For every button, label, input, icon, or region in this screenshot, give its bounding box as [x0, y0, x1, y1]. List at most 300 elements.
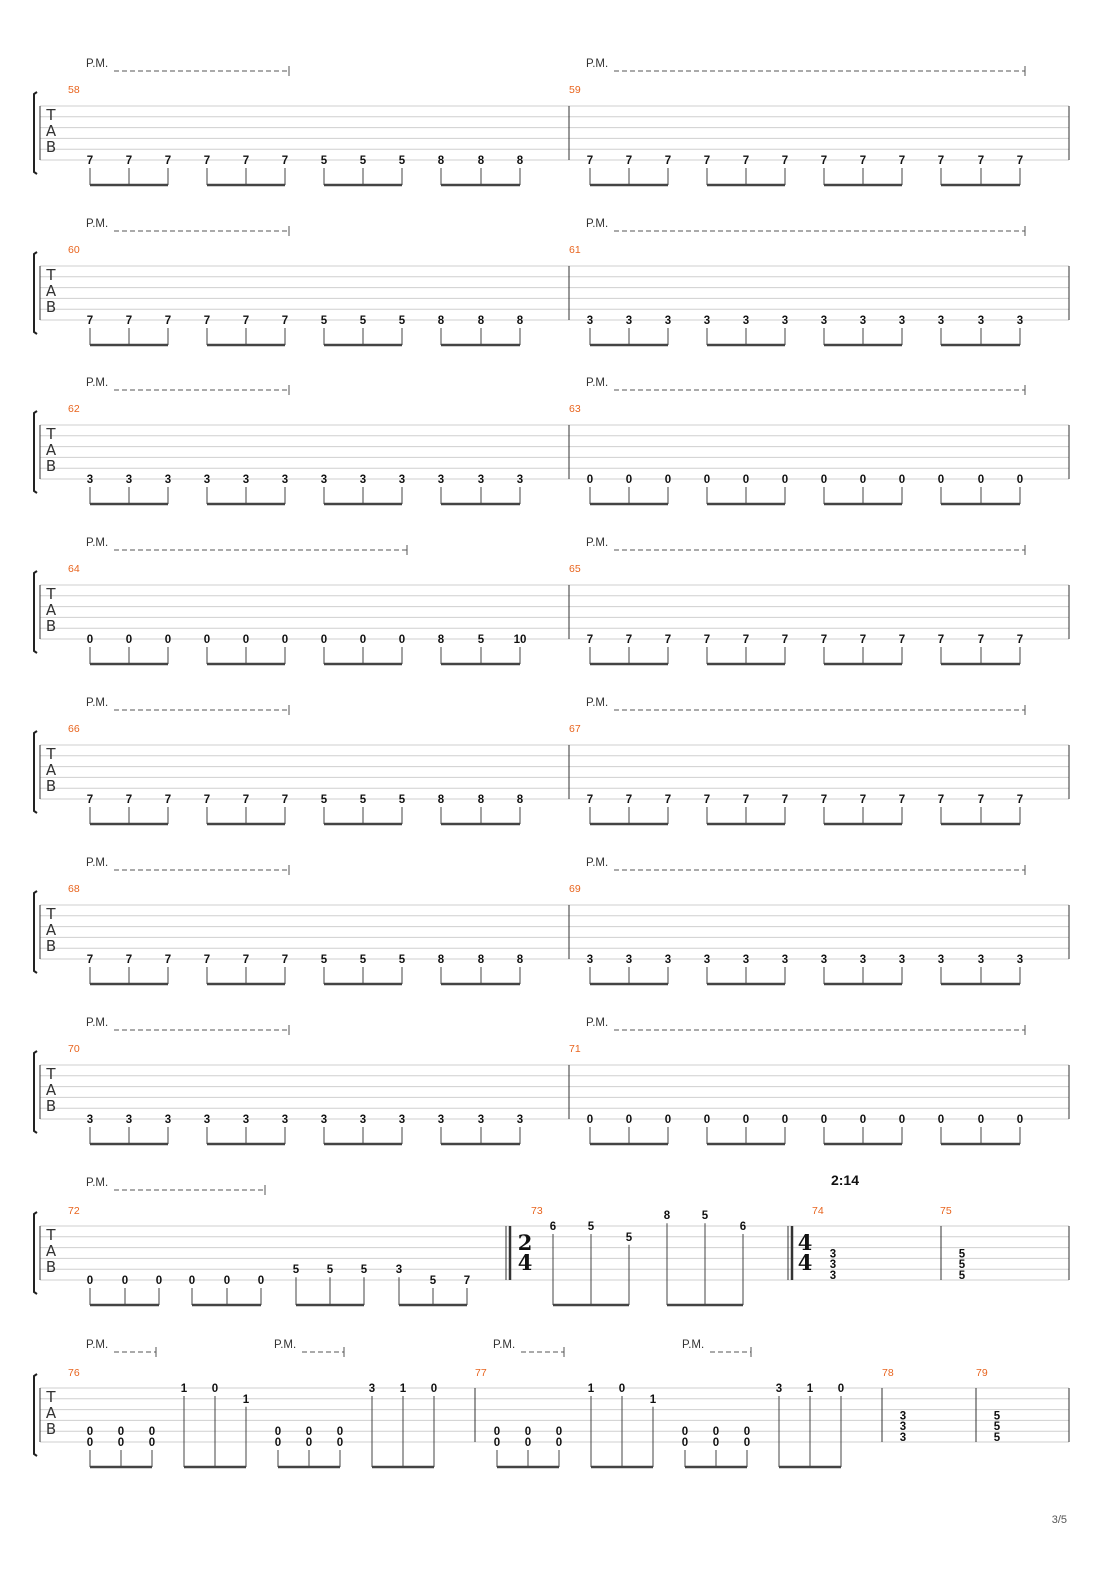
palm-mute-label: P.M.: [586, 1017, 609, 1029]
fret-number: 3: [703, 315, 711, 327]
fret-number: 7: [586, 155, 594, 167]
fret-number: 0: [977, 1114, 985, 1126]
fret-number: 7: [898, 634, 906, 646]
measure-number: 79: [976, 1367, 988, 1379]
tab-clef-letter: A: [45, 761, 57, 779]
fret-number: 0: [820, 1114, 828, 1126]
fret-number: 3: [775, 1383, 783, 1395]
beam-group: [494, 1426, 562, 1467]
tab-staff: [34, 731, 1069, 813]
fret-number: 0: [274, 1437, 282, 1449]
palm-mute-marker: [586, 218, 1025, 236]
fret-number: 7: [781, 794, 789, 806]
time-sig-bottom: 4: [797, 1250, 813, 1275]
fret-number: 3: [320, 474, 328, 486]
fret-number: 0: [203, 634, 211, 646]
measure-number: 67: [569, 723, 581, 735]
system-bracket: [34, 891, 37, 973]
measure-number: 58: [68, 84, 80, 96]
fret-number: 3: [359, 1114, 367, 1126]
palm-mute-label: P.M.: [274, 1339, 297, 1351]
fret-number: 7: [625, 634, 633, 646]
tab-clef: [45, 425, 56, 475]
tab-clef-letter: T: [46, 1065, 56, 1083]
beam-group: [293, 1264, 368, 1305]
fret-number: 7: [937, 634, 945, 646]
palm-mute-label: P.M.: [586, 218, 609, 230]
fret-number: 7: [242, 954, 250, 966]
fret-number: 5: [320, 315, 328, 327]
fret-number: 0: [937, 1114, 945, 1126]
fret-number: 0: [977, 474, 985, 486]
fret-number: 8: [516, 794, 524, 806]
fret-number: 8: [477, 954, 485, 966]
fret-number: 3: [859, 315, 867, 327]
palm-mute-label: P.M.: [682, 1339, 705, 1351]
fret-number: 6: [549, 1221, 557, 1233]
palm-mute-marker: [86, 697, 289, 715]
fret-number: 3: [742, 954, 750, 966]
fret-number: 5: [398, 315, 406, 327]
fret-number: 3: [437, 474, 445, 486]
fret-number: 0: [188, 1275, 196, 1287]
measure-number: 59: [569, 84, 581, 96]
fret-number: 5: [326, 1264, 334, 1277]
system-bracket: [34, 1051, 37, 1133]
fret-number: 3: [625, 315, 633, 327]
palm-mute-marker: [586, 377, 1025, 395]
measure-number: 63: [569, 403, 581, 415]
fret-number: 7: [281, 794, 289, 806]
fret-number: 0: [712, 1426, 720, 1439]
fret-number: 5: [993, 1432, 1001, 1444]
fret-number: 0: [125, 634, 133, 646]
fret-number: 0: [320, 634, 328, 646]
system-bracket: [34, 1374, 37, 1456]
fret-number: 0: [117, 1426, 125, 1439]
fret-number: 3: [829, 1248, 837, 1261]
palm-mute-label: P.M.: [86, 1177, 109, 1189]
palm-mute-label: P.M.: [586, 697, 609, 709]
fret-number: 1: [587, 1383, 595, 1395]
fret-number: 7: [1016, 794, 1024, 806]
fret-number: 8: [477, 315, 485, 327]
measure-number: 70: [68, 1043, 80, 1055]
fret-number: 0: [625, 474, 633, 486]
fret-number: 1: [242, 1393, 250, 1406]
fret-number: 7: [742, 634, 750, 646]
tab-clef-letter: A: [45, 122, 57, 140]
fret-number: 7: [203, 794, 211, 806]
fret-number: 0: [223, 1275, 231, 1287]
tab-clef: [45, 585, 56, 635]
time-sig-top: 4: [797, 1230, 813, 1255]
page-number: 3/5: [1051, 1514, 1067, 1526]
system-bracket: [34, 411, 37, 493]
fret-number: 7: [125, 954, 133, 966]
palm-mute-label: P.M.: [586, 58, 609, 70]
fret-number: 7: [742, 794, 750, 806]
palm-mute-marker: [86, 58, 289, 76]
fret-number: 8: [516, 954, 524, 966]
fret-number: 8: [437, 954, 445, 966]
fret-number: 7: [281, 954, 289, 966]
measure-number: 65: [569, 563, 581, 575]
fret-number: 3: [820, 954, 828, 966]
tab-clef-letter: A: [45, 1404, 57, 1422]
fret-number: 7: [898, 155, 906, 167]
measure-number: 62: [68, 403, 80, 415]
measure-number: 61: [569, 244, 581, 256]
tab-clef-letter: A: [45, 1081, 57, 1099]
fret-number: 5: [625, 1231, 633, 1244]
tab-clef-letter: B: [45, 1258, 57, 1276]
fret-number: 3: [516, 1114, 524, 1126]
fret-number: 7: [820, 794, 828, 806]
tab-clef: [45, 745, 56, 795]
palm-mute-marker: [493, 1339, 564, 1357]
fret-number: 7: [86, 315, 94, 327]
fret-number: 3: [477, 1114, 485, 1126]
fret-number: 0: [681, 1426, 689, 1439]
time-sig-top: 2: [517, 1230, 533, 1255]
palm-mute-marker: [86, 377, 289, 395]
fret-number: 0: [211, 1383, 219, 1395]
palm-mute-label: P.M.: [586, 537, 609, 549]
fret-number: 7: [1016, 155, 1024, 167]
fret-number: 3: [899, 1410, 907, 1423]
fret-number: 7: [242, 155, 250, 167]
fret-number: 5: [320, 794, 328, 806]
fret-number: 5: [398, 155, 406, 167]
tab-clef-letter: A: [45, 441, 57, 459]
fret-number: 0: [859, 1114, 867, 1126]
fret-number: 7: [125, 155, 133, 167]
fret-number: 0: [703, 1114, 711, 1126]
fret-number: 3: [125, 474, 133, 486]
fret-number: 7: [164, 155, 172, 167]
fret-number: 5: [292, 1264, 300, 1277]
fret-number: 0: [743, 1437, 751, 1449]
fret-number: 8: [516, 315, 524, 327]
fret-number: 0: [625, 1114, 633, 1126]
fret-number: 3: [359, 474, 367, 486]
system-bracket: [34, 1212, 37, 1294]
fret-number: 7: [125, 794, 133, 806]
fret-number: 0: [1016, 474, 1024, 486]
system-bracket: [34, 92, 37, 174]
fret-number: 5: [360, 1264, 368, 1277]
fret-number: 0: [742, 474, 750, 486]
fret-number: 5: [359, 155, 367, 167]
beam-group: [369, 1383, 437, 1467]
tab-clef: [45, 106, 56, 156]
fret-number: 3: [1016, 315, 1024, 327]
tab-staff: [34, 1051, 1069, 1133]
palm-mute-label: P.M.: [493, 1339, 516, 1351]
tab-clef-letter: B: [45, 457, 57, 475]
fret-number: 0: [117, 1437, 125, 1449]
fret-number: 7: [664, 155, 672, 167]
fret-number: 7: [164, 954, 172, 966]
fret-number: 0: [524, 1426, 532, 1439]
fret-number: 7: [703, 634, 711, 646]
fret-number: 3: [1016, 954, 1024, 966]
fret-number: 7: [86, 954, 94, 966]
fret-number: 5: [477, 634, 485, 646]
fret-number: 7: [820, 155, 828, 167]
fret-number: 1: [649, 1393, 657, 1406]
beam-group: [664, 1210, 746, 1305]
system-bracket: [34, 731, 37, 813]
fret-number: 3: [898, 315, 906, 327]
fret-number: 3: [899, 1421, 907, 1434]
measure-number: 66: [68, 723, 80, 735]
palm-mute-marker: [586, 1017, 1025, 1035]
tab-staff: [34, 571, 1069, 653]
fret-number: 7: [781, 155, 789, 167]
tab-clef-letter: A: [45, 282, 57, 300]
tab-clef-letter: B: [45, 777, 57, 795]
fret-number: 0: [1016, 1114, 1024, 1126]
fret-number: 0: [148, 1437, 156, 1449]
tab-clef-letter: T: [46, 266, 56, 284]
beam-group: [550, 1221, 633, 1305]
fret-number: 0: [664, 474, 672, 486]
fret-number: 0: [430, 1383, 438, 1395]
tab-staff: [34, 891, 1069, 973]
palm-mute-marker: [586, 537, 1025, 555]
measure-number: 77: [475, 1367, 487, 1379]
fret-number: 3: [516, 474, 524, 486]
fret-number: 0: [664, 1114, 672, 1126]
fret-number: 7: [742, 155, 750, 167]
tab-clef-letter: T: [46, 745, 56, 763]
measure-number: 72: [68, 1205, 80, 1217]
palm-mute-label: P.M.: [86, 218, 109, 230]
fret-number: 5: [958, 1259, 966, 1272]
fret-number: 0: [681, 1437, 689, 1449]
fret-number: 7: [203, 155, 211, 167]
tab-clef-letter: T: [46, 1388, 56, 1406]
fret-number: 8: [437, 315, 445, 327]
fret-number: 3: [977, 315, 985, 327]
fret-number: 7: [703, 794, 711, 806]
tab-clef-letter: T: [46, 425, 56, 443]
fret-number: 5: [958, 1270, 966, 1282]
fret-number: 0: [586, 1114, 594, 1126]
fret-number: 7: [242, 315, 250, 327]
fret-number: 0: [86, 634, 94, 646]
fret-number: 0: [121, 1275, 129, 1287]
fret-number: 7: [203, 315, 211, 327]
fret-number: 3: [899, 1432, 907, 1444]
fret-number: 7: [203, 954, 211, 966]
fret-number: 3: [937, 315, 945, 327]
fret-number: 3: [664, 954, 672, 966]
fret-number: 3: [781, 954, 789, 966]
fret-number: 5: [993, 1410, 1001, 1423]
tab-clef-letter: A: [45, 1242, 57, 1260]
fret-number: 7: [937, 155, 945, 167]
fret-number: 3: [398, 1114, 406, 1126]
palm-mute-label: P.M.: [86, 377, 109, 389]
palm-mute-label: P.M.: [86, 857, 109, 869]
fret-number: 3: [242, 474, 250, 486]
tab-clef-letter: A: [45, 601, 57, 619]
fret-number: 3: [664, 315, 672, 327]
fret-number: 7: [977, 155, 985, 167]
fret-number: 7: [463, 1275, 471, 1287]
fret-number: 3: [829, 1270, 837, 1282]
fret-number: 3: [937, 954, 945, 966]
fret-number: 8: [477, 155, 485, 167]
measure-number: 75: [940, 1205, 952, 1217]
fret-number: 3: [829, 1259, 837, 1272]
tab-staff: [34, 1374, 1069, 1456]
chord: [900, 1410, 906, 1444]
palm-mute-marker: [86, 1017, 289, 1035]
fret-number: 7: [898, 794, 906, 806]
tab-staff: [34, 411, 1069, 493]
palm-mute-marker: [274, 1339, 344, 1357]
fret-number: 0: [781, 1114, 789, 1126]
beam-group: [776, 1383, 844, 1467]
tab-clef: [45, 905, 56, 955]
palm-mute-label: P.M.: [86, 1339, 109, 1351]
palm-mute-label: P.M.: [586, 857, 609, 869]
tab-clef-letter: B: [45, 937, 57, 955]
fret-number: 3: [125, 1114, 133, 1126]
fret-number: 0: [586, 474, 594, 486]
palm-mute-marker: [86, 857, 289, 875]
fret-number: 0: [242, 634, 250, 646]
fret-number: 1: [180, 1383, 188, 1395]
chord: [830, 1248, 836, 1282]
fret-number: 7: [625, 794, 633, 806]
fret-number: 7: [125, 315, 133, 327]
beam-group: [396, 1264, 470, 1305]
palm-mute-label: P.M.: [86, 537, 109, 549]
measure-number: 60: [68, 244, 80, 256]
beam-group: [87, 1426, 155, 1467]
fret-number: 0: [837, 1383, 845, 1395]
fret-number: 7: [281, 315, 289, 327]
fret-number: 7: [977, 794, 985, 806]
fret-number: 0: [86, 1426, 94, 1439]
fret-number: 7: [86, 794, 94, 806]
fret-number: 7: [164, 794, 172, 806]
fret-number: 3: [977, 954, 985, 966]
fret-number: 0: [703, 474, 711, 486]
fret-number: 10: [513, 634, 527, 646]
fret-number: 7: [164, 315, 172, 327]
fret-number: 3: [86, 474, 94, 486]
palm-mute-label: P.M.: [86, 58, 109, 70]
fret-number: 7: [86, 155, 94, 167]
fret-number: 5: [320, 155, 328, 167]
fret-number: 0: [359, 634, 367, 646]
fret-number: 3: [320, 1114, 328, 1126]
fret-number: 8: [437, 634, 445, 646]
tempo-marker: 2:14: [830, 1172, 860, 1188]
fret-number: 8: [663, 1210, 671, 1223]
measure-number: 74: [812, 1205, 824, 1217]
fret-number: 3: [859, 954, 867, 966]
fret-number: 0: [712, 1437, 720, 1449]
fret-number: 5: [958, 1248, 966, 1261]
palm-mute-marker: [586, 857, 1025, 875]
tab-staff: [34, 252, 1069, 334]
fret-number: 7: [977, 634, 985, 646]
measure-number: 78: [882, 1367, 894, 1379]
tab-staff: [34, 92, 1069, 174]
fret-number: 7: [625, 155, 633, 167]
fret-number: 7: [781, 634, 789, 646]
fret-number: 0: [274, 1426, 282, 1439]
fret-number: 0: [281, 634, 289, 646]
fret-number: 0: [164, 634, 172, 646]
measure-number: 73: [531, 1205, 543, 1217]
palm-mute-label: P.M.: [586, 377, 609, 389]
fret-number: 0: [493, 1426, 501, 1439]
tab-clef-letter: T: [46, 106, 56, 124]
fret-number: 7: [859, 634, 867, 646]
tab-clef-letter: T: [46, 905, 56, 923]
fret-number: 0: [336, 1426, 344, 1439]
fret-number: 8: [437, 794, 445, 806]
fret-number: 3: [703, 954, 711, 966]
tab-clef: [45, 1388, 56, 1438]
tab-clef: [45, 266, 56, 316]
fret-number: 3: [203, 1114, 211, 1126]
fret-number: 5: [398, 794, 406, 806]
tab-clef-letter: B: [45, 1420, 57, 1438]
fret-number: 3: [203, 474, 211, 486]
beam-group: [181, 1383, 250, 1467]
fret-number: 7: [586, 794, 594, 806]
fret-number: 3: [368, 1383, 376, 1395]
palm-mute-marker: [86, 1339, 156, 1357]
fret-number: 7: [586, 634, 594, 646]
fret-number: 7: [859, 794, 867, 806]
chord: [994, 1410, 1001, 1444]
fret-number: 0: [155, 1275, 163, 1287]
fret-number: 3: [781, 315, 789, 327]
fret-number: 0: [618, 1383, 626, 1395]
fret-number: 3: [477, 474, 485, 486]
fret-number: 0: [524, 1437, 532, 1449]
fret-number: 7: [242, 794, 250, 806]
fret-number: 0: [398, 634, 406, 646]
fret-number: 0: [937, 474, 945, 486]
fret-number: 0: [86, 1275, 94, 1287]
palm-mute-marker: [86, 218, 289, 236]
palm-mute-marker: [86, 537, 407, 555]
fret-number: 0: [555, 1437, 563, 1449]
fret-number: 3: [242, 1114, 250, 1126]
fret-number: 0: [305, 1426, 313, 1439]
fret-number: 0: [742, 1114, 750, 1126]
tab-clef-letter: B: [45, 1097, 57, 1115]
palm-mute-marker: [586, 697, 1025, 715]
palm-mute-marker: [86, 1177, 265, 1195]
fret-number: 5: [359, 315, 367, 327]
fret-number: 7: [1016, 634, 1024, 646]
fret-number: 0: [148, 1426, 156, 1439]
measure-number: 69: [569, 883, 581, 895]
measure-number: 71: [569, 1043, 581, 1055]
